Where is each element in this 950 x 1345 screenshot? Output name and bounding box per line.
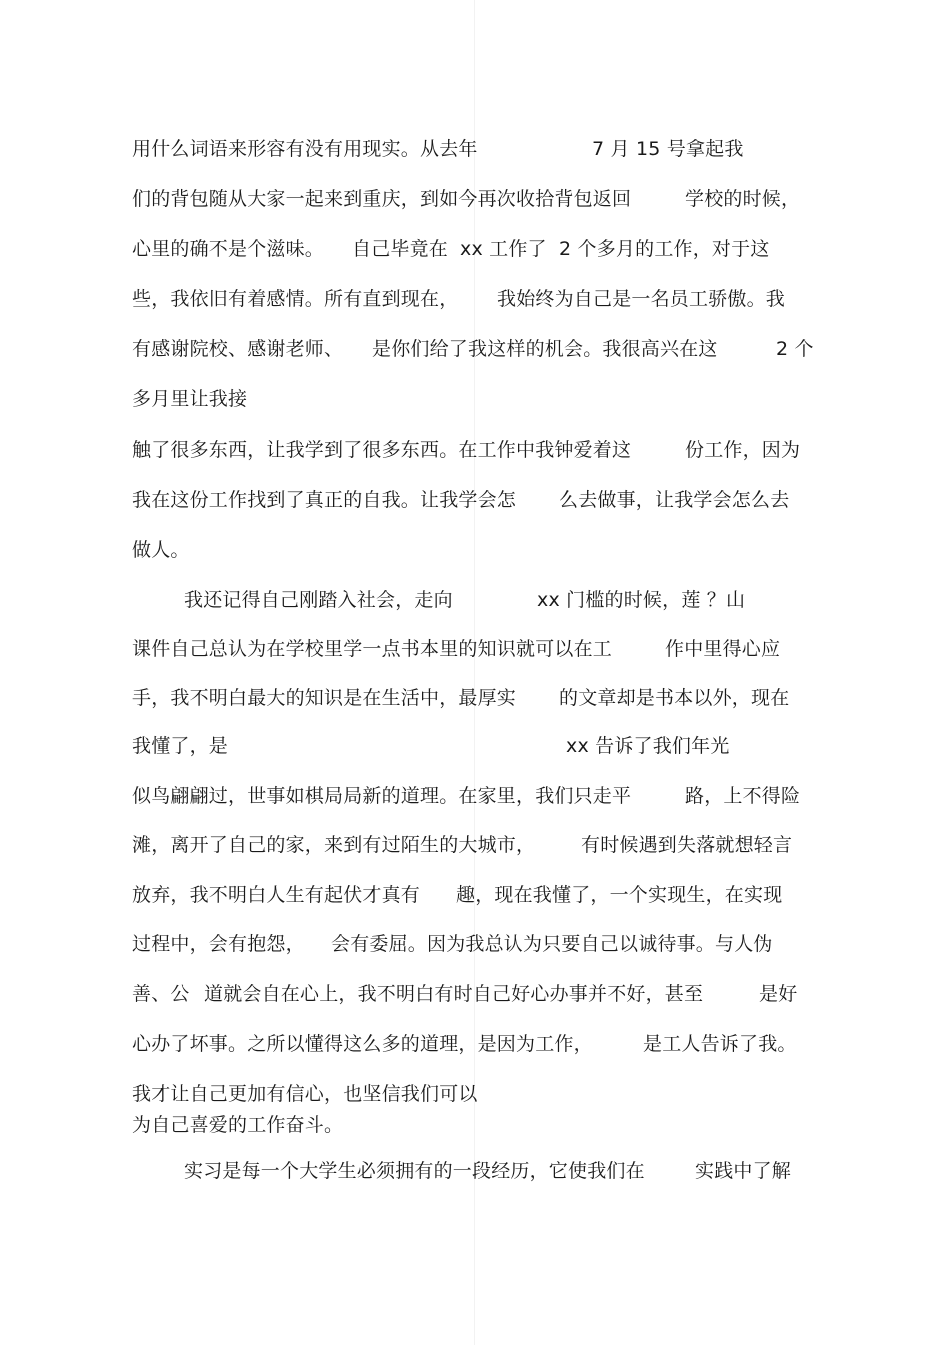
text-line <box>0 587 950 613</box>
text-segment: 滩，离开了自己的家，来到有过陌生的大城市， <box>132 834 536 856</box>
text-segment: 道就会自在心上，我不明白有时自己好心办事并不好，甚至 <box>204 983 704 1005</box>
text-segment: 2 个多月的工作，对于这 <box>559 238 770 260</box>
text-line <box>0 537 950 563</box>
text-segment: 实习是每一个大学生必须拥有的一段经历，它使我们在 <box>184 1160 645 1182</box>
text-segment: 实践中了解 <box>695 1160 792 1182</box>
text-segment: 是好 <box>759 983 798 1005</box>
text-line <box>0 1158 950 1184</box>
text-line <box>0 981 950 1007</box>
text-segment: 放弃，我不明白人生有起伏才真有 <box>132 884 421 906</box>
text-line <box>0 832 950 858</box>
text-segment: 们的背包随从大家一起来到重庆，到如今再次收拾背包返回 <box>132 188 632 210</box>
text-line <box>0 1031 950 1057</box>
text-segment: 心办了坏事。之所以懂得这么多的道理，是因为工作， <box>132 1033 593 1055</box>
text-line <box>0 1112 950 1138</box>
text-segment: 自己毕竟在 <box>352 238 449 260</box>
text-segment: 的文章却是书本以外，现在 <box>559 687 790 709</box>
text-segment: xx 工作了 <box>460 238 547 260</box>
text-segment: 我才让自己更加有信心，也坚信我们可以 <box>132 1083 478 1105</box>
text-segment: 些，我依旧有着感情。所有直到现在， <box>132 288 459 310</box>
text-segment: 课件自己总认为在学校里学一点书本里的知识就可以在工 <box>132 638 613 660</box>
text-line <box>0 386 950 412</box>
text-segment: 学校的时候， <box>685 188 801 210</box>
text-segment: 有时候遇到失落就想轻言 <box>581 834 793 856</box>
text-segment: 为自己喜爱的工作奋斗。 <box>132 1114 344 1136</box>
text-segment: 有感谢院校、感谢老师、 <box>132 338 344 360</box>
text-line <box>0 783 950 809</box>
text-line <box>0 931 950 957</box>
text-segment: 心里的确不是个滋味。 <box>132 238 325 260</box>
text-segment: 触了很多东西，让我学到了很多东西。在工作中我钟爱着这 <box>132 439 632 461</box>
text-segment: 过程中，会有抱怨， <box>132 933 305 955</box>
text-segment: xx 门槛的时候，莲 ？山 <box>537 589 746 611</box>
text-segment: 我懂了，是 <box>132 735 229 757</box>
text-segment: 作中里得心应 <box>665 638 781 660</box>
text-line <box>0 1081 950 1107</box>
text-line <box>0 236 950 262</box>
text-segment: 我还记得自己刚踏入社会，走向 <box>184 589 453 611</box>
text-line <box>0 733 950 759</box>
text-segment: 么去做事，让我学会怎么去 <box>559 489 790 511</box>
text-segment: 7 月 15 号拿起我 <box>592 138 744 160</box>
text-line <box>0 437 950 463</box>
text-line <box>0 685 950 711</box>
text-line <box>0 882 950 908</box>
text-segment: 份工作，因为 <box>685 439 801 461</box>
text-segment: 趣，现在我懂了，一个实现生，在实现 <box>456 884 783 906</box>
text-segment: 路，上不得险 <box>685 785 801 807</box>
text-segment: 用什么词语来形容有没有用现实。从去年 <box>132 138 478 160</box>
text-segment: 善、公 <box>132 983 190 1005</box>
text-line <box>0 487 950 513</box>
text-segment: 是你们给了我这样的机会。我很高兴在这 <box>372 338 718 360</box>
text-segment: 我在这份工作找到了真正的自我。让我学会怎 <box>132 489 517 511</box>
text-segment: xx 告诉了我们年光 <box>566 735 730 757</box>
text-segment: 手，我不明白最大的知识是在生活中，最厚实 <box>132 687 517 709</box>
text-segment: 2 个 <box>776 338 814 360</box>
text-line <box>0 136 950 162</box>
text-segment: 我始终为自己是一名员工骄傲。我 <box>497 288 786 310</box>
text-segment: 是工人告诉了我。 <box>643 1033 797 1055</box>
text-line <box>0 286 950 312</box>
text-segment: 似鸟翩翩过，世事如棋局局新的道理。在家里，我们只走平 <box>132 785 632 807</box>
text-line <box>0 336 950 362</box>
text-line <box>0 186 950 212</box>
text-segment: 会有委屈。因为我总认为只要自己以诚待事。与人伪 <box>331 933 773 955</box>
text-line <box>0 636 950 662</box>
text-segment: 多月里让我接 <box>132 388 248 410</box>
text-segment: 做人。 <box>132 539 190 561</box>
